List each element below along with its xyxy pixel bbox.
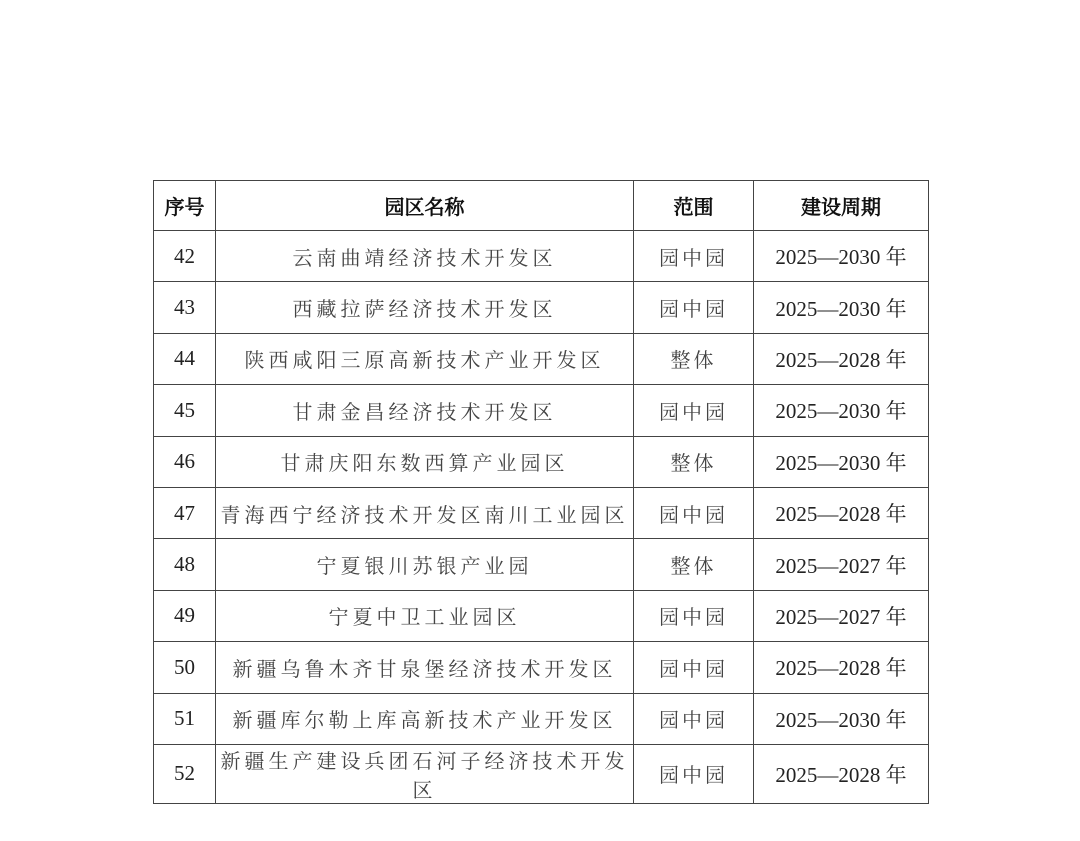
construction-period: 2025—2030 年: [754, 693, 929, 744]
construction-period: 2025—2030 年: [754, 385, 929, 436]
table-row: [154, 231, 929, 282]
park-name: 新疆库尔勒上库高新技术产业开发区: [216, 693, 634, 744]
park-name: 新疆乌鲁木齐甘泉堡经济技术开发区: [216, 642, 634, 693]
construction-period: 2025—2028 年: [754, 744, 929, 803]
row-number: 52: [154, 744, 216, 803]
park-name: 青海西宁经济技术开发区南川工业园区: [216, 487, 634, 538]
scope: 园中园: [634, 282, 754, 333]
table-row: [154, 642, 929, 693]
table-header-row: [154, 181, 929, 231]
table-row: [154, 487, 929, 538]
row-number: 50: [154, 642, 216, 693]
park-name: 新疆生产建设兵团石河子经济技术开发区: [216, 744, 634, 803]
park-name: 宁夏中卫工业园区: [216, 590, 634, 641]
row-number: 49: [154, 590, 216, 641]
construction-period: 2025—2027 年: [754, 539, 929, 590]
scope: 园中园: [634, 590, 754, 641]
scope: 整体: [634, 436, 754, 487]
row-number: 48: [154, 539, 216, 590]
table-row: [154, 385, 929, 436]
table-row: [154, 539, 929, 590]
header-period: 建设周期: [754, 181, 929, 231]
park-name: 甘肃庆阳东数西算产业园区: [216, 436, 634, 487]
header-park-name: 园区名称: [216, 181, 634, 231]
row-number: 45: [154, 385, 216, 436]
row-number: 51: [154, 693, 216, 744]
row-number: 47: [154, 487, 216, 538]
scope: 园中园: [634, 693, 754, 744]
park-name: 宁夏银川苏银产业园: [216, 539, 634, 590]
row-number: 42: [154, 231, 216, 282]
scope: 园中园: [634, 385, 754, 436]
park-list-table: [153, 180, 929, 804]
scope: 园中园: [634, 231, 754, 282]
row-number: 46: [154, 436, 216, 487]
construction-period: 2025—2028 年: [754, 487, 929, 538]
table-row: [154, 282, 929, 333]
construction-period: 2025—2028 年: [754, 642, 929, 693]
scope: 整体: [634, 539, 754, 590]
construction-period: 2025—2030 年: [754, 282, 929, 333]
scope: 园中园: [634, 487, 754, 538]
park-name: 甘肃金昌经济技术开发区: [216, 385, 634, 436]
construction-period: 2025—2028 年: [754, 333, 929, 384]
construction-period: 2025—2030 年: [754, 436, 929, 487]
header-number: 序号: [154, 181, 216, 231]
row-number: 44: [154, 333, 216, 384]
park-name: 西藏拉萨经济技术开发区: [216, 282, 634, 333]
scope: 整体: [634, 333, 754, 384]
construction-period: 2025—2030 年: [754, 231, 929, 282]
row-number: 43: [154, 282, 216, 333]
table-row: [154, 744, 929, 803]
park-name: 陕西咸阳三原高新技术产业开发区: [216, 333, 634, 384]
scope: 园中园: [634, 642, 754, 693]
construction-period: 2025—2027 年: [754, 590, 929, 641]
table-row: [154, 436, 929, 487]
table-row: [154, 333, 929, 384]
scope: 园中园: [634, 744, 754, 803]
park-name: 云南曲靖经济技术开发区: [216, 231, 634, 282]
header-scope: 范围: [634, 181, 754, 231]
table-row: [154, 590, 929, 641]
table-row: [154, 693, 929, 744]
